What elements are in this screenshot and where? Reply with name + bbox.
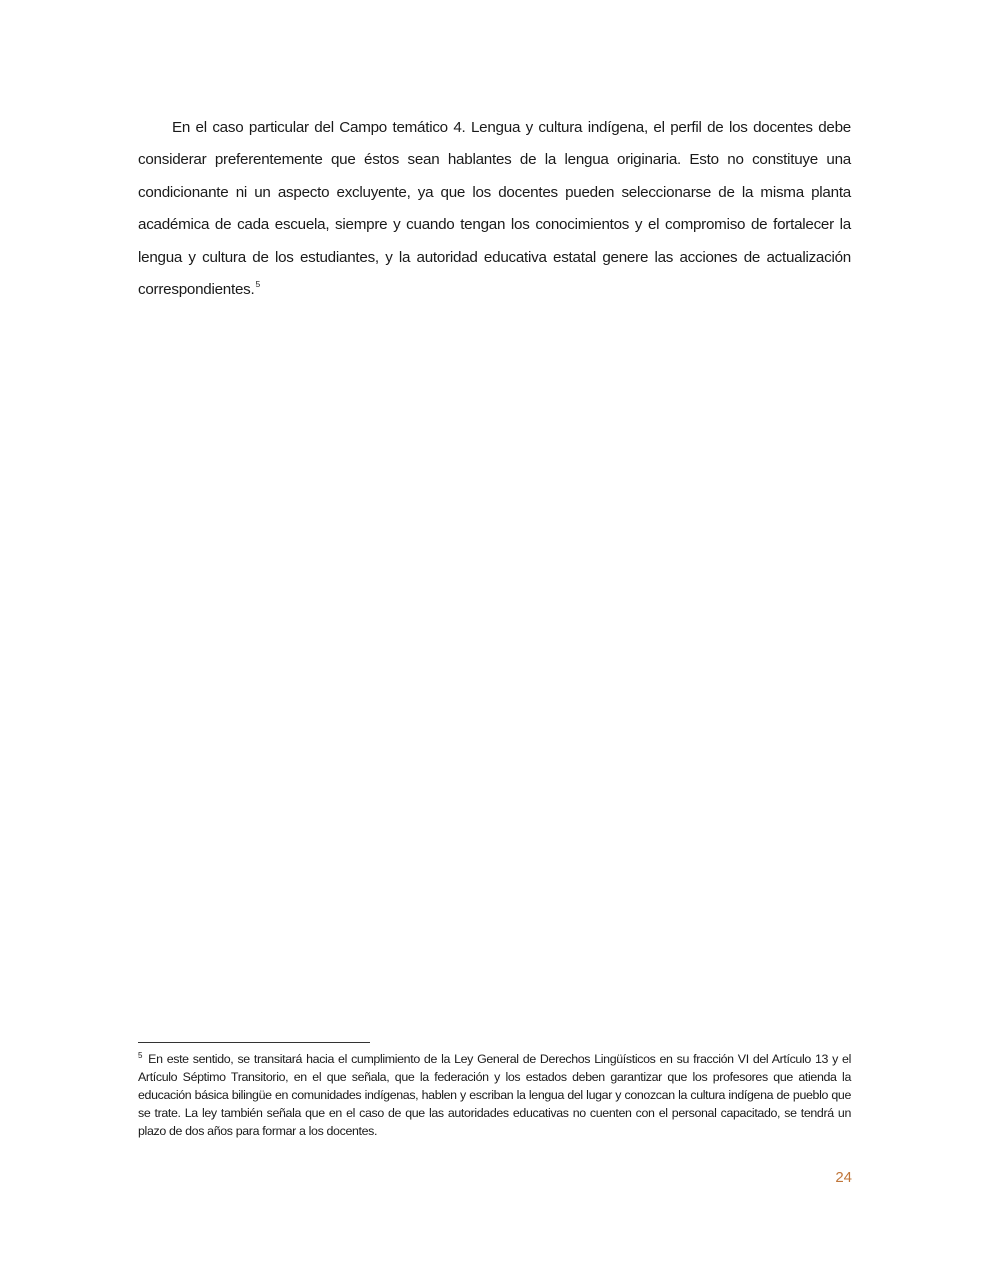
footnote-separator xyxy=(138,1042,370,1043)
footnote-text: En este sentido, se transitará hacia el cumplimiento de la Ley General de Derechos Lingüísticos en su fracción VI del Artículo 13 y el Artículo Séptimo Transitorio, en el que señala, que la federación y los estados deben garantizar que los profesores que atienda la educación básica bilingüe en comunidades indígenas, hablen y escriban la lengua del lugar y conozcan la cultura indígena de pueblo que se trate. La ley también señala que en el caso de que las autoridades educativas no cuenten con el personal capacitado, se tendrá un plazo de dos años para formar a los docentes. xyxy=(138,1052,851,1138)
paragraph-text: En el caso particular del Campo temático 4. Lengua y cultura indígena, el perfil de los docentes debe considerar preferentemente que éstos sean hablantes de la lengua originaria. Esto no constituye una condicionante ni un aspecto excluyente, ya que los docentes pueden seleccionarse de la misma planta académica de cada escuela, siempre y cuando tengan los conocimientos y el compromiso de fortalecer la lengua y cultura de los estudiantes, y la autoridad educativa estatal genere las acciones de actualización correspondientes. xyxy=(138,119,851,299)
body-text xyxy=(138,112,851,306)
footnote-paragraph xyxy=(138,1050,851,1140)
footnote-mark: 5 xyxy=(138,1051,143,1060)
footnote-reference[interactable]: 5 xyxy=(255,279,260,290)
body-paragraph xyxy=(138,112,851,306)
page-number: 24 xyxy=(835,1169,852,1186)
footnote xyxy=(138,1050,851,1140)
